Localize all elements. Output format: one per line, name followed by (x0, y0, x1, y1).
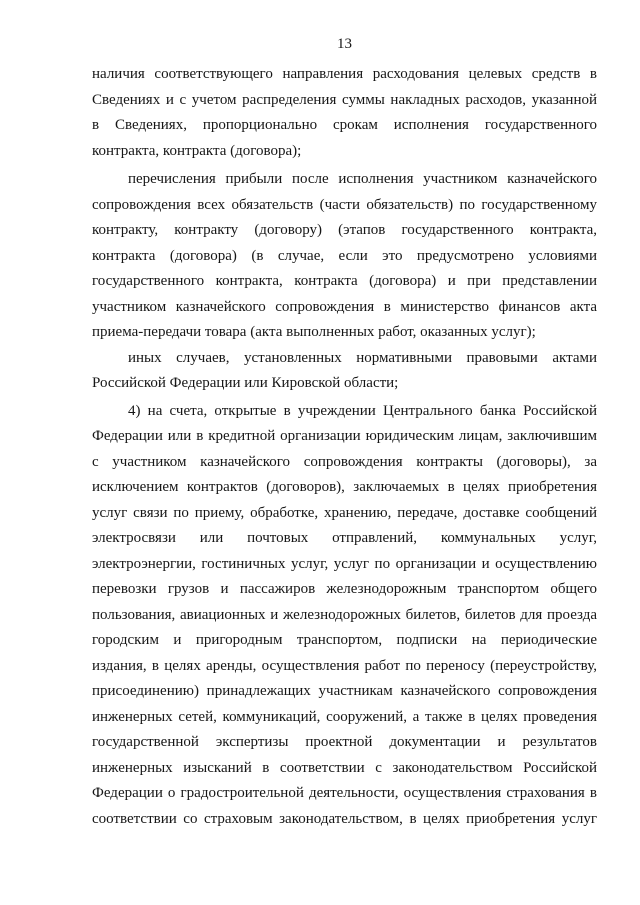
text-line: с участником казначейского сопровождения контракты (договоры), за (92, 453, 597, 470)
text-line: пользования, авиационных и железнодорожных билетов, билетов для проезда (92, 606, 597, 623)
text-line: издания, в целях аренды, осуществления работ по переносу (переустройству, (92, 657, 597, 674)
text-line: перевозки грузов и пассажиров железнодорожным транспортом общего (92, 581, 597, 597)
text-line: государственного контракта, контракта (договора) и при представлении (92, 273, 597, 289)
text-line: государственной экспертизы проектной документации и результатов (92, 734, 597, 750)
paragraph (92, 167, 597, 346)
text-line: в Сведениях, пропорционально срокам исполнения государственного (92, 117, 597, 133)
text-line: сопровождения всех обязательств (части обязательств) по государственному (92, 196, 597, 213)
text-line: Федерации или в кредитной организации юридическим лицам, заключившим (92, 428, 597, 444)
text-line: контракта (договора) (в случае, если это предусмотрено условиями (92, 247, 597, 264)
text-line: Российской Федерации или Кировской области; (92, 375, 399, 391)
text-line: Сведениях и с учетом распределения суммы накладных расходов, указанной (92, 91, 597, 108)
text-line: исключением контрактов (договоров), заключаемых в целях приобретения (92, 479, 597, 495)
text-line: наличия соответствующего направления расходования целевых средств в (92, 66, 597, 82)
text-line: присоединению) принадлежащих участникам казначейского сопровождения (92, 683, 597, 699)
text-line: иных случаев, установленных нормативными правовыми актами (128, 349, 597, 366)
paragraph (92, 62, 597, 164)
text-line: Федерации о градостроительной деятельности, осуществления страхования в (92, 785, 597, 801)
paragraph (92, 346, 597, 397)
paragraph (92, 399, 597, 833)
page-number: 13 (337, 36, 352, 52)
text-line: перечисления прибыли после исполнения участником казначейского (128, 171, 597, 187)
text-line: услуг связи по приему, обработке, хранению, передаче, доставке сообщений (92, 504, 597, 521)
text-line: городским и пригородным транспортом, подписки на периодические (92, 632, 597, 648)
text-line: электросвязи или почтовых отправлений, коммунальных услуг, (92, 530, 597, 546)
text-line: приема-передачи товара (акта выполненных работ, оказанных услуг); (92, 324, 536, 340)
text-line: 4) на счета, открытые в учреждении Центрального банка Российской (128, 402, 597, 419)
text-line: контракта, контракта (договора); (92, 142, 302, 159)
text-line: участником казначейского сопровождения в министерство финансов акта (92, 298, 597, 315)
text-line: электроэнергии, гостиничных услуг, услуг по организации и осуществлению (92, 555, 597, 572)
text-line: инженерных изысканий в соответствии с законодательством Российской (92, 759, 597, 776)
text-line: инженерных сетей, коммуникаций, сооружений, а также в целях проведения (92, 708, 597, 725)
text-line: соответствии со страховым законодательством, в целях приобретения услуг (92, 810, 597, 827)
document-body (92, 62, 597, 832)
text-line: контракту, контракту (договору) (этапов государственного контракта, (92, 222, 597, 238)
